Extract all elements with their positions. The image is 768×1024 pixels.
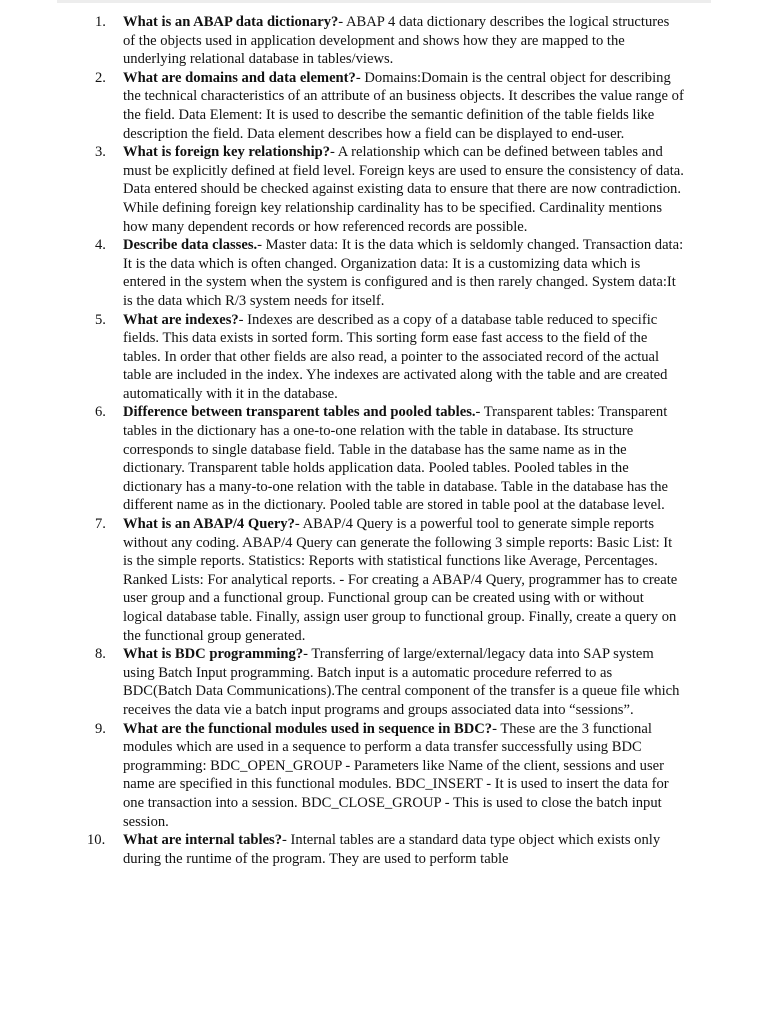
list-item	[0, 13, 768, 69]
list-item	[0, 236, 768, 310]
item-answer: - ABAP/4 Query is a powerful tool to generate simple reports without any coding. ABAP/4 Query can generate the following 3 simple reports: Basic List: It is the simple reports. Statistics: Reports with statistical functions like Average, Percentages. Ranked Lists: For analytical reports. - For creating a ABAP/4 Query, programmer has to create user group and a functional group. Functional group can be created using with or without logical database table. Finally, assign user group to functional group. Finally, create a query on the functional group generated.	[123, 516, 678, 644]
item-number: 9.	[95, 720, 106, 737]
item-question: What are indexes?	[123, 311, 239, 328]
item-answer: - Internal tables are a standard data type object which exists only during the runtime of the program. They are used to perform table	[123, 832, 661, 867]
item-number: 4.	[95, 237, 106, 254]
item-question: What is foreign key relationship?	[123, 144, 331, 161]
item-question: Describe data classes.	[123, 237, 258, 254]
list-item	[0, 143, 768, 236]
item-number: 3.	[95, 144, 106, 161]
list-item	[0, 69, 768, 143]
list-item	[0, 311, 768, 404]
item-question: What are the functional modules used in sequence in BDC?	[123, 720, 493, 737]
item-number: 8.	[95, 646, 106, 663]
list-item	[0, 515, 768, 645]
item-question: What is an ABAP/4 Query?	[123, 516, 295, 533]
item-number: 7.	[95, 516, 106, 533]
item-number: 10.	[87, 832, 106, 849]
list-item	[0, 720, 768, 832]
item-question: What are internal tables?	[123, 832, 283, 849]
item-answer: - Domains:Domain is the central object for describing the technical characteristics of an attribute of an business objects. It describes the value range of the field. Data Element: It is used to describe the semantic definition of the table fields like description the field. Data element describes how a field can be displayed to end-user.	[123, 69, 684, 142]
item-number: 6.	[95, 404, 106, 421]
item-number: 1.	[95, 14, 106, 30]
item-question: What is an ABAP data dictionary?	[123, 14, 339, 30]
item-answer: - ABAP 4 data dictionary describes the logical structures of the objects used in application development and shows how they are mapped to the underlying relational database in tables/views.	[123, 14, 670, 68]
qa-list	[0, 13, 768, 868]
list-item	[0, 831, 768, 868]
list-item	[0, 403, 768, 515]
page-top-edge	[57, 0, 711, 3]
item-question: What are domains and data element?	[123, 69, 356, 86]
item-number: 2.	[95, 69, 106, 86]
item-answer: - Master data: It is the data which is seldomly changed. Transaction data: It is the data which is often changed. Organization data: It is a customizing data which is entered in the system when the system is configured and is then rarely changed. System data:It is the data which R/3 system needs for itself.	[123, 237, 684, 309]
item-answer: - Transparent tables: Transparent tables in the dictionary has a one-to-one relation with the table in database. Its structure corresponds to single database field. Table in the database has the same name as in the dictionary. Transparent table holds application data. Pooled tables. Pooled tables in the dictionary has a many-to-one relation with the table in database. Table in the database has the different name as in the dictionary. Pooled table are stored in table pool at the database level.	[123, 404, 668, 514]
item-question: Difference between transparent tables and pooled tables.	[123, 404, 476, 421]
item-question: What is BDC programming?	[123, 646, 304, 663]
list-item	[0, 645, 768, 719]
item-answer: - A relationship which can be defined between tables and must be explicitly defined at field level. Foreign keys are used to ensure the consistency of data. Data entered should be checked against existing data to ensure that there are now contradiction. While defining foreign key relationship cardinality has to be specified. Cardinality mentions how many dependent records or how referenced records are possible.	[123, 144, 684, 235]
item-answer: - Transferring of large/external/legacy data into SAP system using Batch Input programming. Batch input is a automatic procedure referred to as BDC(Batch Data Communications).The central component of the transfer is a queue file which receives the data vie a batch input programs and groups associated data into “sessions”.	[123, 646, 680, 718]
item-answer: - Indexes are described as a copy of a database table reduced to specific fields. This data exists in sorted form. This sorting form ease fast access to the field of the tables. In order that other fields are also read, a pointer to the associated record of the actual table are included in the index. Yhe indexes are activated along with the table and are created automatically with it in the database.	[123, 311, 668, 402]
item-number: 5.	[95, 311, 106, 328]
document-page	[0, 13, 768, 868]
item-answer: - These are the 3 functional modules which are used in a sequence to perform a data transfer successfully using BDC programming: BDC_OPEN_GROUP - Parameters like Name of the client, sessions and user name are specified in this functional modules. BDC_INSERT - It is used to insert the data for one transaction into a session. BDC_CLOSE_GROUP - This is used to close the batch input session.	[123, 720, 669, 830]
